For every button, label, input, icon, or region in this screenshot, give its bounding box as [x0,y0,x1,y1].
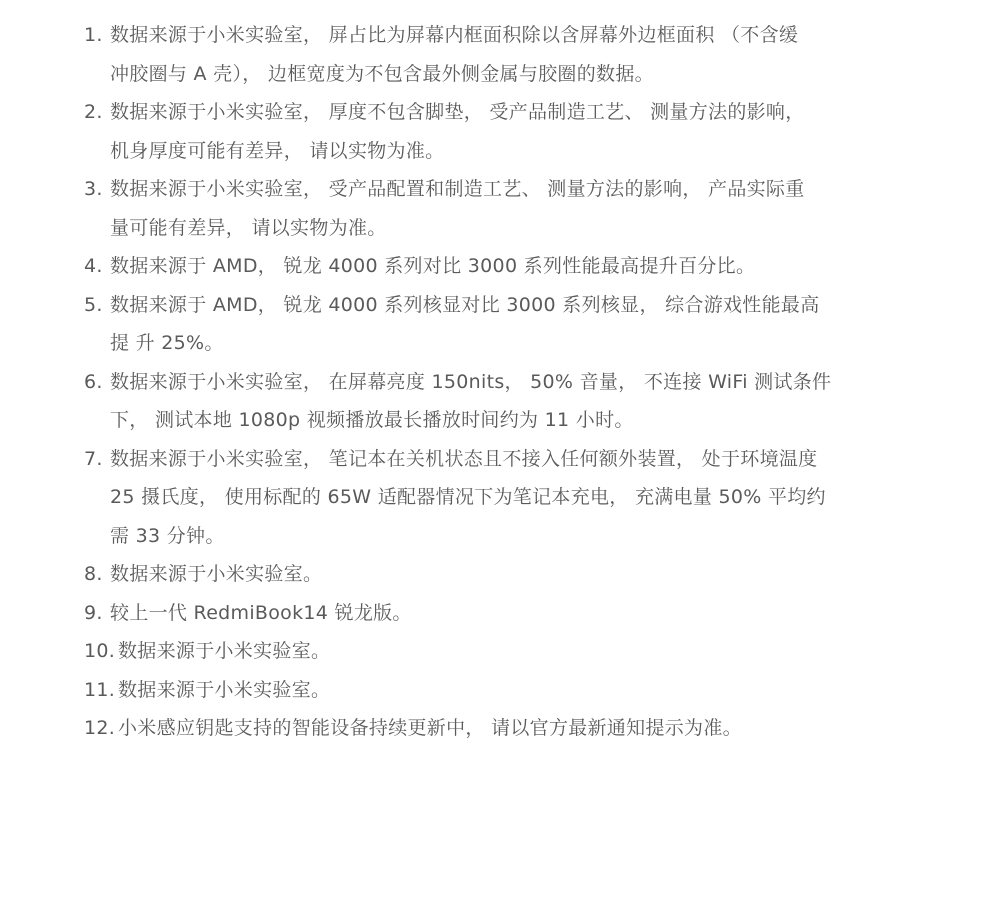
footnote-item [0,247,990,286]
footnote-text-line: 提 升 25%。 [110,332,224,354]
footnote-number: 5. [84,293,103,316]
footnote-text-line: 机身厚度可能有差异， 请以实物为准。 [110,139,445,162]
footnote-text-line: 数据来源于小米实验室。 [118,678,331,701]
footnote-number: 6. [84,370,103,393]
footnote-item [0,594,990,633]
footnote-item [0,16,990,93]
footnote-number: 9. [84,601,103,624]
footnote-text-line: 数据来源于小米实验室。 [110,563,323,585]
footnote-number: 3. [84,178,103,200]
footnote-number: 1. [84,24,103,46]
footnote-item [0,632,990,671]
footnote-text-line: 小米感应钥匙支持的智能设备持续更新中， 请以官方最新通知提示为准。 [118,717,742,739]
footnote-text-line: 数据来源于小米实验室。 [118,640,331,662]
footnote-item [0,170,990,247]
footnote-item [0,286,990,363]
footnote-item [0,363,990,440]
footnote-number: 11. [84,678,116,701]
footnote-text-line: 需 33 分钟。 [110,524,225,547]
footnote-number: 4. [84,255,103,277]
footnote-item [0,93,990,170]
footnote-text-line: 冲胶圈与 A 壳）， 边框宽度为不包含最外侧金属与胶圈的数据。 [110,62,654,85]
footnote-text-line: 数据来源于小米实验室， 屏占比为屏幕内框面积除以含屏幕外边框面积 （不含缓 [110,24,799,46]
footnote-item [0,709,990,748]
footnote-text-line: 数据来源于小米实验室， 笔记本在关机状态且不接入任何额外装置， 处于环境温度 [110,447,818,470]
footnote-text-line: 较上一代 RedmiBook14 锐龙版。 [110,601,412,624]
footnote-item [0,671,990,710]
footnote-number: 7. [84,447,103,470]
footnote-text-line: 数据来源于小米实验室， 在屏幕亮度 150nits， 50% 音量， 不连接 WiFi 测试条件 [110,370,832,393]
footnote-number: 2. [84,101,103,123]
footnote-text-line: 下， 测试本地 1080p 视频播放最长播放时间约为 11 小时。 [110,409,634,431]
footnotes-list [0,16,990,748]
footnote-text-line: 数据来源于 AMD， 锐龙 4000 系列对比 3000 系列性能最高提升百分比。 [110,255,756,277]
footnote-text-line: 量可能有差异， 请以实物为准。 [110,216,387,239]
footnote-number: 8. [84,563,103,585]
footnote-number: 10. [84,640,116,662]
footnote-text-line: 数据来源于小米实验室， 受产品配置和制造工艺、 测量方法的影响， 产品实际重 [110,178,805,200]
footnote-text-line: 数据来源于 AMD， 锐龙 4000 系列核显对比 3000 系列核显， 综合游戏性能最高 [110,293,820,316]
footnote-item [0,555,990,594]
footnote-text-line: 25 摄氏度， 使用标配的 65W 适配器情况下为笔记本充电， 充满电量 50% 平均约 [110,486,826,508]
footnote-number: 12. [84,717,116,739]
footnote-item [0,440,990,556]
footnote-text-line: 数据来源于小米实验室， 厚度不包含脚垫， 受产品制造工艺、 测量方法的影响， [110,101,805,123]
